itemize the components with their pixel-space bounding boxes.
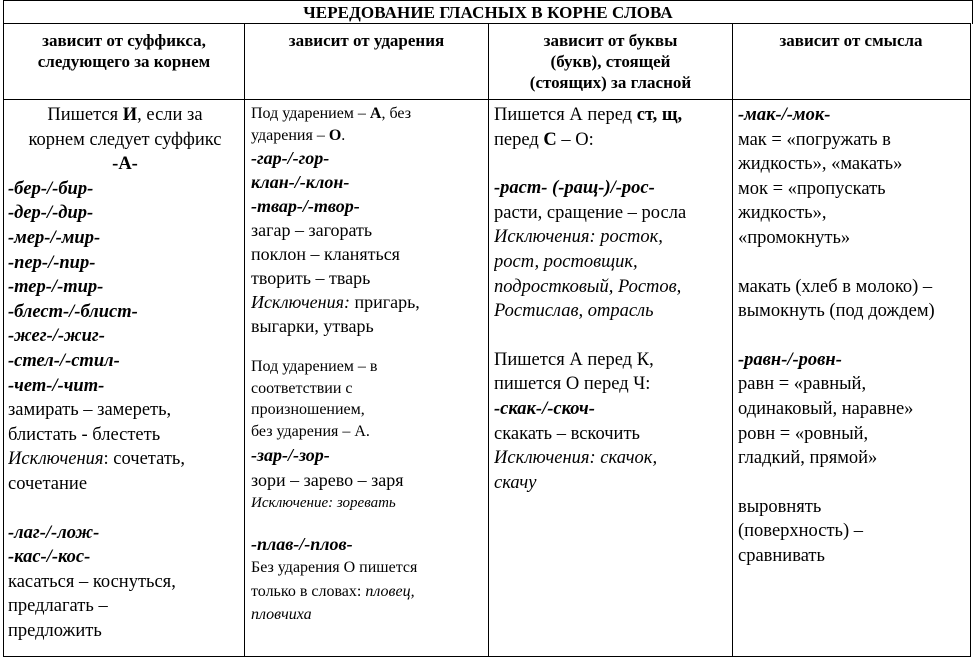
root-pair: -зар-/-зор- (251, 445, 330, 465)
root-pair: -плав-/-плов- (251, 534, 353, 554)
exceptions-line: Исключения: росток, (494, 227, 663, 248)
column-divider (244, 24, 245, 656)
root-pair: -равн-/-ровн- (738, 349, 842, 370)
root-pair: -гар-/-гор- (251, 148, 330, 168)
column-suffix (8, 101, 242, 656)
exceptions-line: Ростислав, отрасль (494, 301, 654, 322)
meaning-line: жидкость», (738, 203, 827, 224)
exceptions-line: выгарки, утварь (251, 316, 374, 336)
rule-line: Под ударением – в (251, 358, 378, 375)
root-pair: -дер-/-дир- (8, 203, 94, 224)
example-line: предлагать – (8, 596, 108, 617)
root-pair: -лаг-/-лож- (8, 522, 100, 543)
meaning-line: «промокнуть» (738, 227, 851, 248)
example-line: творить – тварь (251, 268, 371, 288)
example-line: замирать – замереть, (8, 400, 172, 421)
meaning-line: ровн = «ровный, (738, 423, 869, 444)
exceptions-line: рост, ростовщик, (494, 251, 638, 272)
root-pair: -стел-/-стил- (8, 350, 120, 371)
example-line: загар – загорать (251, 220, 373, 240)
example-line: выровнять (738, 496, 822, 517)
root-pair: -мак-/-мок- (738, 105, 831, 125)
table-title: ЧЕРЕДОВАНИЕ ГЛАСНЫХ В КОРНЕ СЛОВА (3, 0, 973, 24)
root-pair: -твар-/-твор- (251, 196, 360, 216)
header-letter: зависит от буквы (букв), стоящей (стоящих) за гласной (529, 31, 692, 92)
root-pair: -мер-/-мир- (8, 227, 101, 248)
meaning-line: мок = «пропускать (738, 178, 886, 199)
exceptions-line: Исключение: зоревать (251, 495, 396, 511)
example-line: скакать – вскочить (494, 423, 640, 444)
rule-line: перед С – О: (494, 129, 594, 150)
rule-line: Пишется И, если за (47, 105, 203, 125)
rule-line: ударения – О. (251, 126, 346, 144)
meaning-line: жидкость», «макать» (738, 154, 903, 175)
rule-line: произношением, (251, 401, 365, 418)
exceptions-line: подростковый, Ростов, (494, 276, 682, 297)
root-pair: -тер-/-тир- (8, 277, 104, 298)
exceptions-line: сочетание (8, 473, 88, 494)
example-line: касаться – коснуться, (8, 571, 176, 592)
rule-line: Под ударением – А, без (251, 105, 412, 122)
example-line: блистать - блестеть (8, 424, 161, 445)
example-line: зори – зарево – заря (251, 470, 404, 490)
example-line: (поверхность) – (738, 521, 864, 542)
exceptions-line: скачу (494, 472, 537, 493)
exceptions-line: Исключения: скачок, (494, 448, 658, 469)
header-stress: зависит от ударения (288, 31, 445, 50)
header-divider (4, 99, 970, 100)
root-pair: -скак-/-скоч- (494, 398, 595, 419)
root-pair: -пер-/-пир- (8, 252, 96, 273)
rule-line: соответствии с (251, 379, 353, 397)
column-divider (732, 24, 733, 656)
column-meaning (738, 101, 970, 656)
rule-line: только в словах: пловец, (251, 583, 415, 600)
header-suffix: зависит от суффикса, следующего за корнем (37, 31, 211, 71)
header-meaning: зависит от смысла (779, 31, 923, 50)
rule-line: пишется О перед Ч: (494, 374, 651, 395)
rule-line: корнем следует суффикс (28, 129, 222, 150)
column-stress (251, 101, 487, 656)
example-line: расти, сращение – росла (494, 202, 687, 223)
root-pair: -блест-/-блист- (8, 301, 138, 322)
root-pair: -бер-/-бир- (8, 178, 94, 199)
root-pair: -раст- (-ращ-)/-рос- (494, 178, 655, 199)
exceptions-line: Исключения: пригарь, (251, 292, 420, 312)
exceptions-line: Исключения: сочетать, (8, 449, 185, 470)
example-line: поклон – кланяться (251, 244, 400, 264)
meaning-line: равн = «равный, (738, 374, 867, 395)
example-line: предложить (8, 620, 102, 641)
column-letter (494, 101, 730, 656)
meaning-line: гладкий, прямой» (738, 448, 878, 469)
root-pair: -чет-/-чит- (8, 375, 105, 396)
meaning-line: мак = «погружать в (738, 129, 891, 150)
rule-line: пловчиха (251, 606, 312, 623)
rule-line: Пишется А перед ст, щ, (494, 105, 683, 125)
rule-line: без ударения – А. (251, 422, 370, 440)
suffix-label: -А- (112, 154, 138, 175)
example-line: вымокнуть (под дождем) (738, 301, 935, 322)
root-pair: -кас-/-кос- (8, 547, 91, 568)
meaning-line: одинаковый, наравне» (738, 398, 914, 419)
rule-line: Пишется А перед К, (494, 349, 654, 370)
example-line: сравнивать (738, 545, 825, 566)
example-line: макать (хлеб в молоко) – (738, 276, 933, 297)
root-pair: клан-/-клон- (251, 172, 350, 192)
column-divider (488, 24, 489, 656)
root-pair: -жег-/-жиг- (8, 326, 105, 347)
rule-line: Без ударения О пишется (251, 559, 418, 576)
rules-table (3, 23, 971, 657)
